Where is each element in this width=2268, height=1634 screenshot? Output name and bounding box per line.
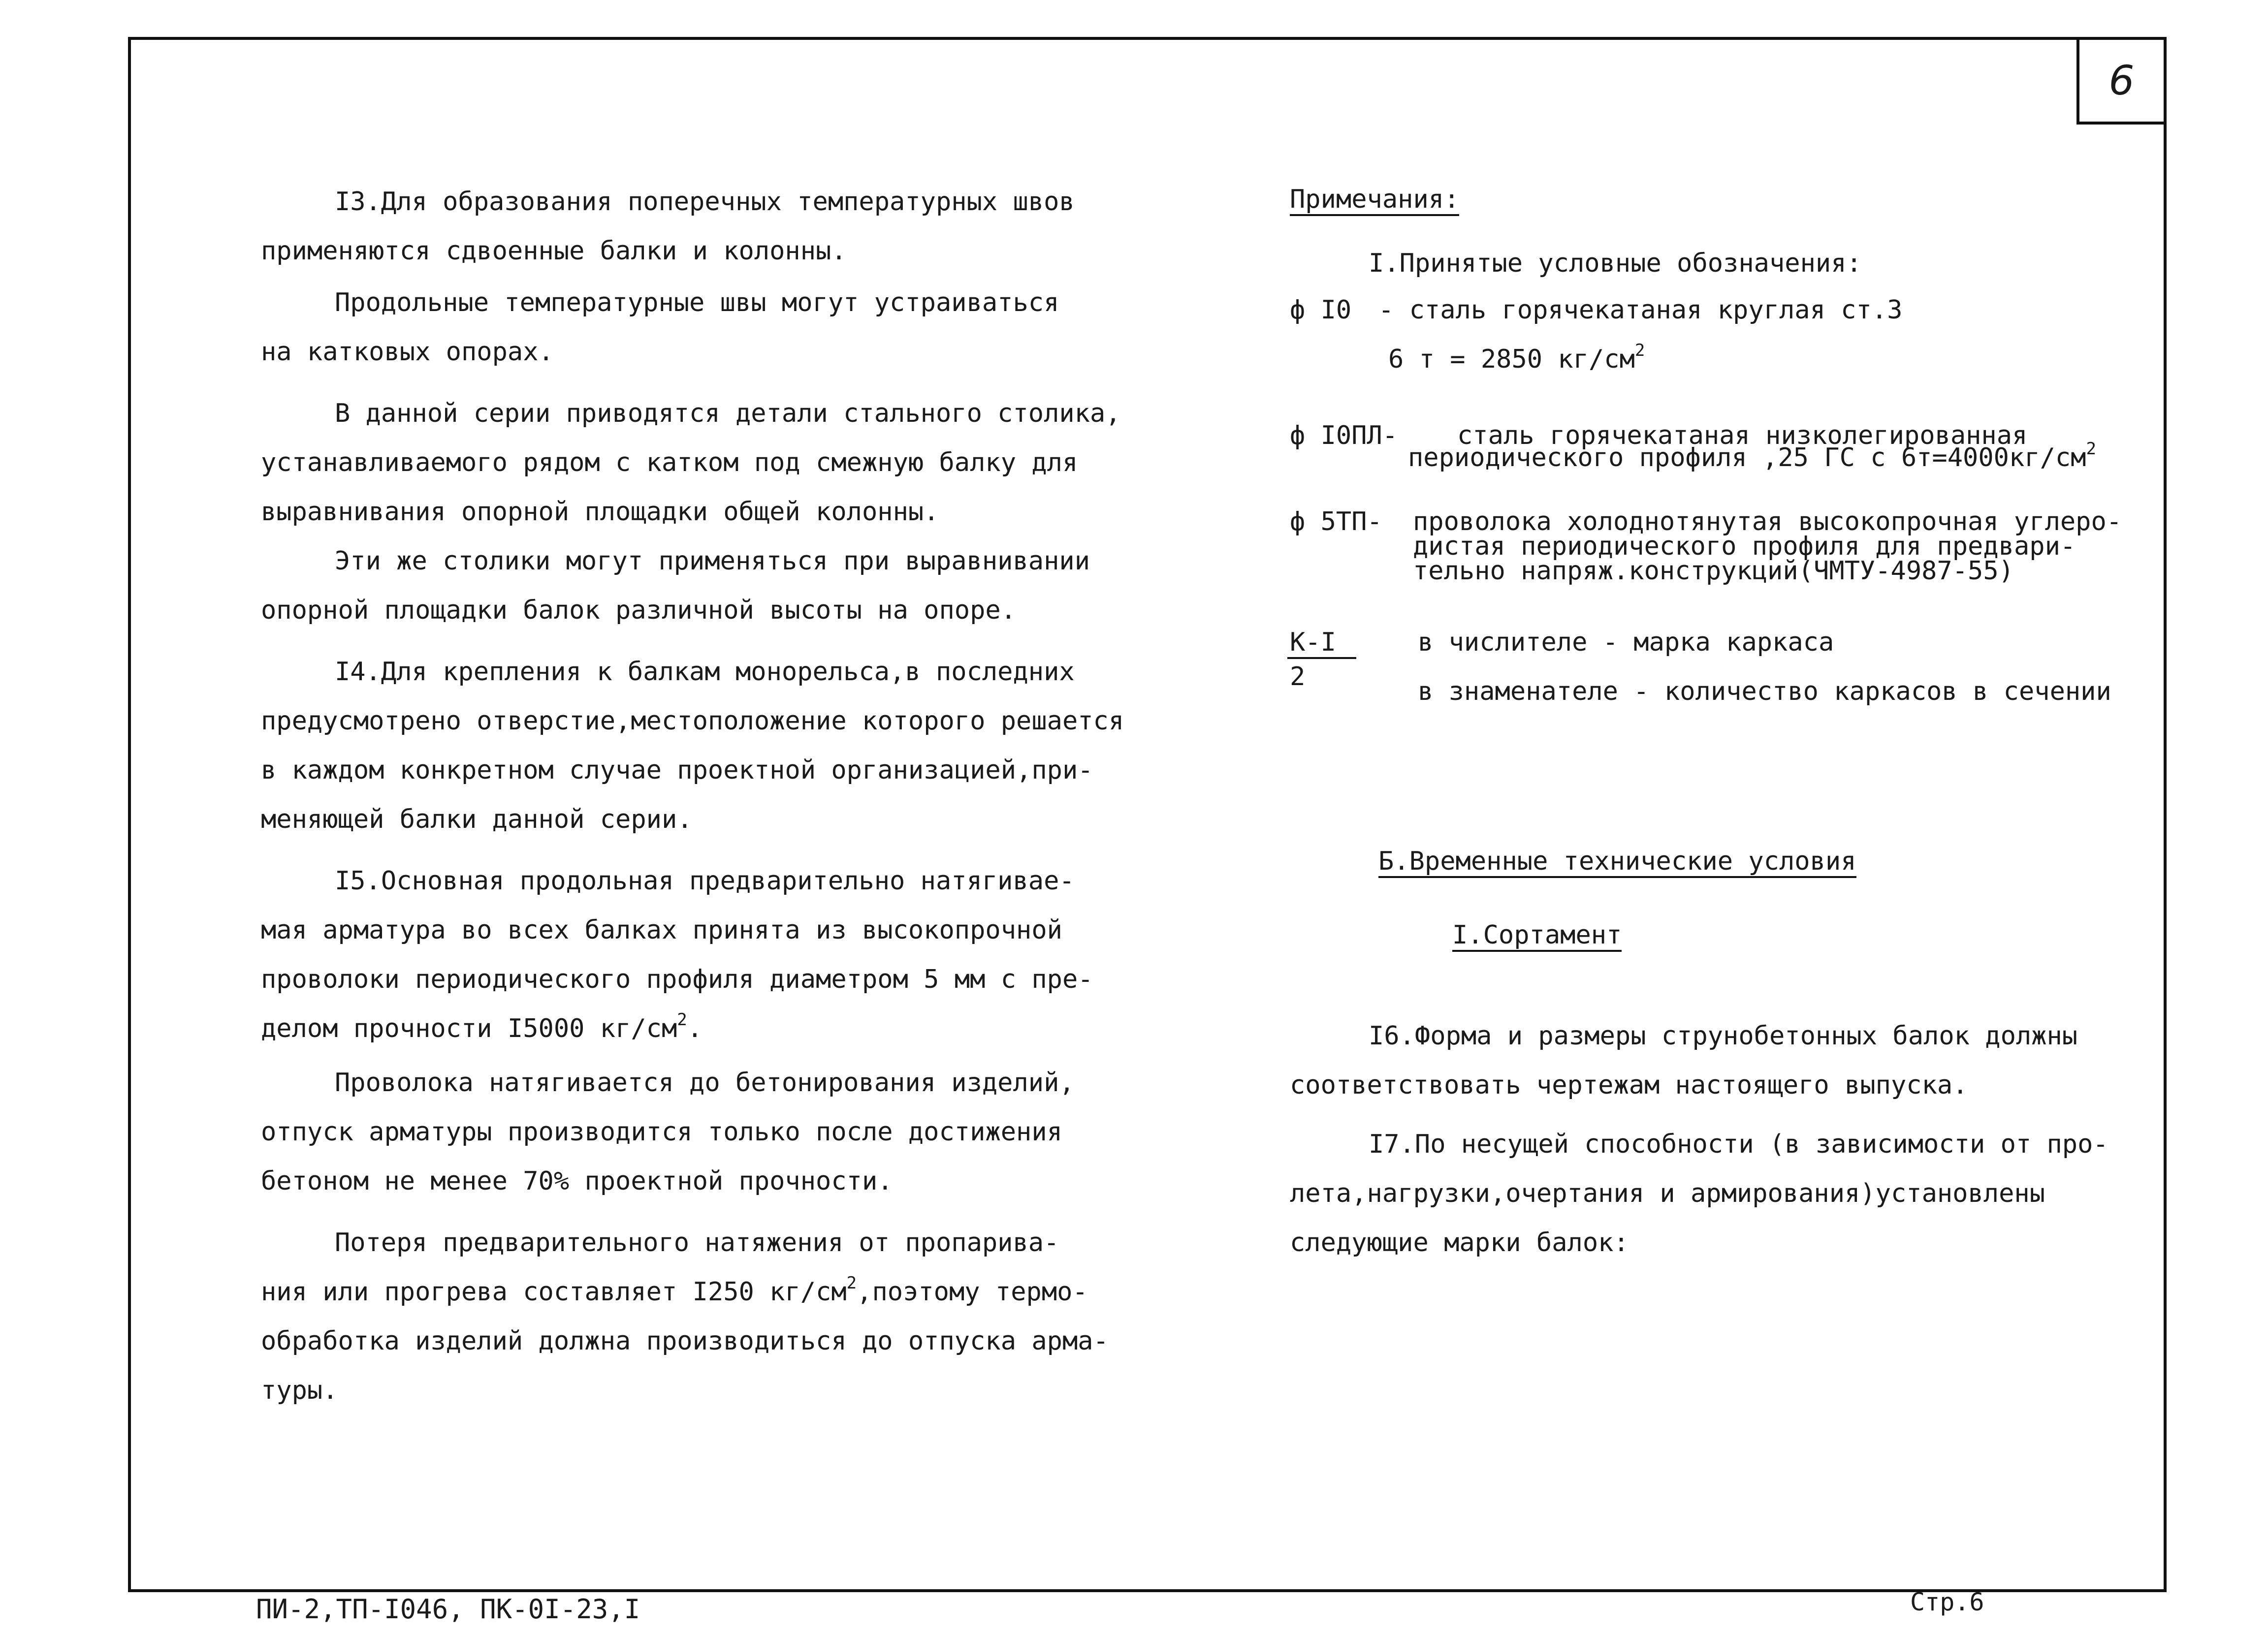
left-line-6: устанавливаемого рядом с катком под смежную балку для: [261, 448, 1078, 477]
left-line-21: Потеря предварительного натяжения от пропарива-: [335, 1228, 1059, 1257]
legend-item-sym-5: ф 5ТП-: [1290, 507, 1382, 536]
left-line-11: предусмотрено отверстие,местоположение которого решается: [261, 706, 1124, 736]
left-line-15: мая арматура во всех балках принята из высокопрочной: [261, 915, 1062, 945]
legend-item-text-7: тельно напряж.конструкций(ЧМТУ-4987-55): [1413, 556, 2014, 586]
left-line-19: отпуск арматуры производится только после достижения: [261, 1117, 1062, 1147]
left-line-8: Эти же столики могут применяться при выравнивании: [335, 546, 1090, 576]
left-line-9: опорной площадки балок различной высоты на опоре.: [261, 596, 1017, 625]
section-1-heading: I.Сортамент: [1452, 911, 1622, 960]
legend-item-text-3: сталь горячекатаная низколегированная: [1457, 421, 2028, 450]
left-line-7: выравнивания опорной площадки общей колонны.: [261, 497, 939, 527]
left-line-23: обработка изделий должна производиться до отпуска арма-: [261, 1326, 1109, 1356]
fraction-denominator-text: в знаменателе - количество каркасов в сечении: [1418, 677, 2111, 706]
left-line-16: проволоки периодического профиля диаметром 5 мм с пре-: [261, 965, 1093, 994]
legend-item-sym-1: ф I0: [1290, 295, 1352, 325]
legend-item-sym-3: ф I0ПЛ-: [1290, 421, 1398, 450]
page-number-box: 6: [2076, 37, 2167, 125]
legend-intro: I.Принятые условные обозначения:: [1369, 249, 1862, 278]
footer-page: Стр.6: [1910, 1588, 1984, 1616]
left-line-5: В данной серии приводятся детали стального столика,: [335, 399, 1121, 428]
left-line-4: на катковых опорах.: [261, 337, 554, 367]
left-line-10: I4.Для крепления к балкам монорельса,в последних: [335, 657, 1075, 687]
left-line-18: Проволока натягивается до бетонирования изделий,: [335, 1068, 1075, 1098]
fraction-numerator: К-I: [1290, 628, 1336, 657]
p17-line-1: I7.По несущей способности (в зависимости от про-: [1369, 1130, 2108, 1159]
p16-line-2: соответствовать чертежам настоящего выпуска.: [1290, 1070, 1968, 1100]
legend-item-text-2: 6 т = 2850 $кг/см^2$: [1388, 341, 1645, 374]
legend-item-text-4: периодического профиля ,25 ГС с $6т=4000кг/см^2$: [1408, 439, 2096, 472]
left-line-22: ния или прогрева составляет I250 $кг/см^2,поэтому$ термо-: [261, 1273, 1088, 1307]
left-line-20: бетоном не менее 70% проектной прочности.: [261, 1166, 893, 1196]
p16-line-1: I6.Форма и размеры струнобетонных балок должны: [1369, 1021, 2078, 1051]
p17-line-3: следующие марки балок:: [1290, 1228, 1629, 1257]
notes-title: Примечания:: [1290, 175, 1459, 224]
left-line-13: меняющей балки данной серии.: [261, 805, 693, 834]
left-line-14: I5.Основная продольная предварительно натягивае-: [335, 866, 1075, 896]
legend-item-text-5: проволока холоднотянутая высокопрочная углеро-: [1413, 507, 2122, 536]
left-line-17: делом прочности I5000 $кг/см^2$.: [261, 1010, 703, 1043]
legend-item-text-6: дистая периодического профиля для предвари-: [1413, 532, 2076, 561]
footer-code: ПИ-2,ТП-I046, ПК-0I-23,I: [256, 1594, 640, 1625]
left-line-24: туры.: [261, 1376, 338, 1405]
left-line-12: в каждом конкретном случае проектной организацией,при-: [261, 755, 1093, 785]
frame-right: [2164, 123, 2167, 1592]
frame-left: [128, 37, 131, 1592]
fraction-numerator-text: в числителе - марка каркаса: [1418, 628, 1834, 657]
section-b-heading: Б.Временные технические условия: [1378, 837, 1856, 886]
frame-top: [128, 37, 2166, 40]
left-line-3: Продольные температурные швы могут устраиваться: [335, 288, 1059, 317]
fraction-denominator: 2: [1290, 662, 1306, 691]
legend-item-text-1: - сталь горячекатаная круглая ст.3: [1378, 295, 1903, 325]
p17-line-2: лета,нагрузки,очертания и армирования)установлены: [1290, 1179, 2045, 1208]
left-line-2: применяются сдвоенные балки и колонны.: [261, 236, 847, 266]
left-line-1: I3.Для образования поперечных температурных швов: [335, 187, 1075, 217]
